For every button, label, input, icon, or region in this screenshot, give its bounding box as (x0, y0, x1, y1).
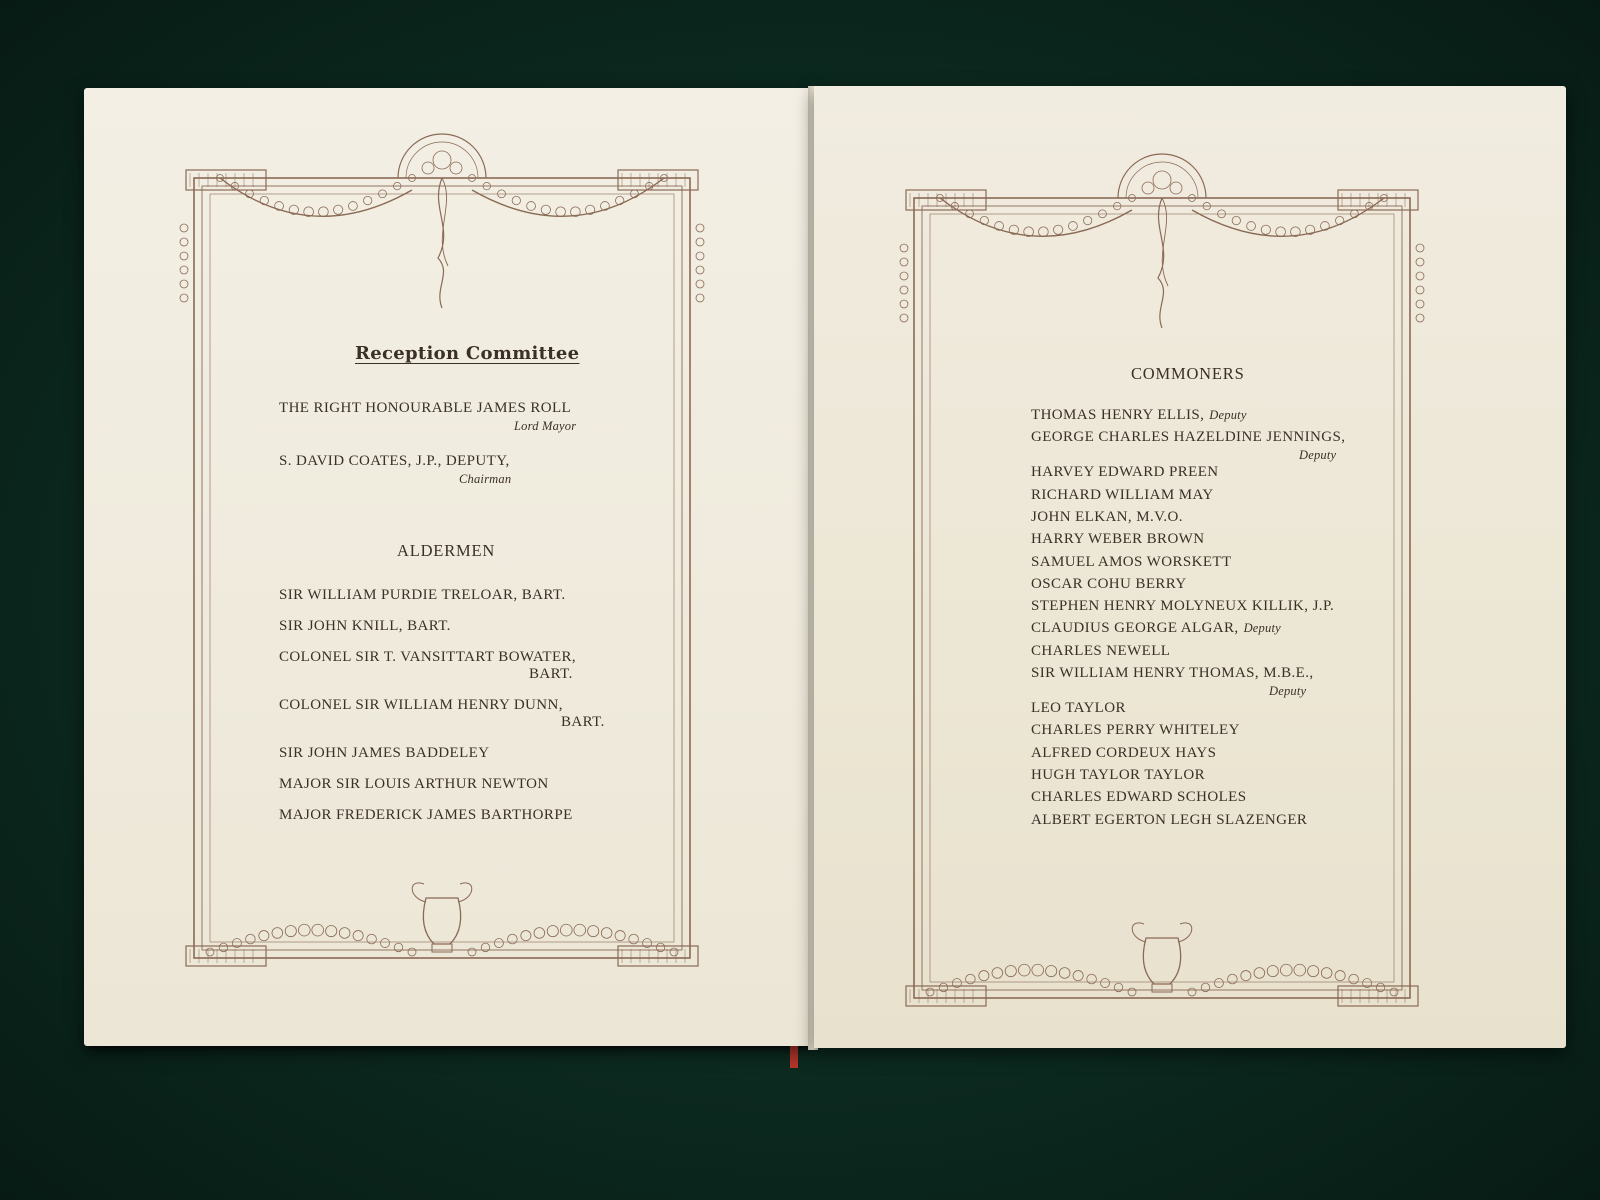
commoner-row (1031, 598, 1334, 615)
commoner-name: CHARLES PERRY WHITELEY (1031, 722, 1240, 739)
commoner-row (1031, 407, 1247, 424)
commoner-name: CLAUDIUS GEORGE ALGAR, (1031, 620, 1239, 637)
commoner-row (1031, 429, 1345, 446)
alderman-name: COLONEL SIR T. VANSITTART BOWATER, (279, 649, 577, 665)
alderman-name: SIR WILLIAM PURDIE TRELOAR, BART. (279, 587, 566, 603)
commoner-name: SIR WILLIAM HENRY THOMAS, M.B.E., (1031, 665, 1314, 681)
deputy-label: Deputy (1299, 448, 1337, 463)
alderman-name: SIR JOHN JAMES BADDELEY (279, 745, 490, 761)
commoner-name: HUGH TAYLOR TAYLOR (1031, 766, 1205, 783)
deputy-label: Deputy (1243, 621, 1281, 636)
commoner-row (1031, 509, 1183, 526)
commoner-row (1031, 767, 1205, 784)
reception-committee-title: Reception Committee (355, 343, 580, 364)
commoner-name: CHARLES NEWELL (1031, 642, 1171, 659)
commoner-row (1031, 643, 1170, 660)
commoner-row (1031, 789, 1246, 806)
commoner-name: HARRY WEBER BROWN (1031, 531, 1205, 548)
lord-mayor-role: Lord Mayor (514, 419, 577, 433)
deputy-label: Deputy (1269, 684, 1307, 698)
commoners-heading: COMMONERS (1131, 364, 1245, 383)
commoner-name: THOMAS HENRY ELLIS, (1031, 407, 1205, 423)
commoner-row (1031, 722, 1240, 739)
commoner-row (1031, 531, 1204, 548)
aldermen-heading: ALDERMEN (397, 541, 496, 560)
commoner-row (1031, 620, 1281, 637)
deputy-label: Deputy (1209, 408, 1247, 422)
chairman-role: Chairman (459, 472, 512, 486)
alderman-name: MAJOR FREDERICK JAMES BARTHORPE (279, 807, 573, 823)
commoner-name: GEORGE CHARLES HAZELDINE JENNINGS, (1031, 429, 1346, 446)
commoner-name: CHARLES EDWARD SCHOLES (1031, 789, 1247, 806)
right-page-content (1031, 364, 1431, 964)
commoner-name: LEO TAYLOR (1031, 700, 1126, 716)
commoner-name: RICHARD WILLIAM MAY (1031, 486, 1214, 503)
commoner-row (1031, 487, 1214, 504)
lord-mayor-name: THE RIGHT HONOURABLE JAMES ROLL (279, 400, 572, 416)
right-page (814, 86, 1566, 1048)
commoner-name: OSCAR COHU BERRY (1031, 575, 1187, 592)
commoner-name: STEPHEN HENRY MOLYNEUX KILLIK, J.P. (1031, 598, 1335, 615)
alderman-name: SIR JOHN KNILL, BART. (279, 618, 451, 634)
commoner-row (1031, 700, 1126, 717)
commoner-row (1031, 812, 1307, 829)
commoner-name: JOHN ELKAN, M.V.O. (1031, 508, 1183, 525)
commoner-row (1031, 665, 1314, 682)
alderman-name: MAJOR SIR LOUIS ARTHUR NEWTON (279, 776, 549, 792)
alderman-name-continued: BART. (529, 666, 573, 682)
left-page (84, 88, 812, 1046)
alderman-name-continued: BART. (561, 714, 605, 730)
commoner-name: ALBERT EGERTON LEGH SLAZENGER (1031, 811, 1308, 828)
left-page-content (279, 343, 679, 943)
commoner-row (1031, 745, 1216, 762)
commoner-name: ALFRED CORDEUX HAYS (1031, 744, 1217, 761)
commoner-row (1031, 576, 1187, 593)
commoner-row (1031, 464, 1219, 481)
commoner-name: HARVEY EDWARD PREEN (1031, 464, 1219, 481)
commoner-name: SAMUEL AMOS WORSKETT (1031, 553, 1232, 570)
chairman-name: S. DAVID COATES, J.P., DEPUTY, (279, 453, 510, 469)
alderman-name: COLONEL SIR WILLIAM HENRY DUNN, (279, 697, 563, 713)
commoner-row (1031, 554, 1232, 571)
